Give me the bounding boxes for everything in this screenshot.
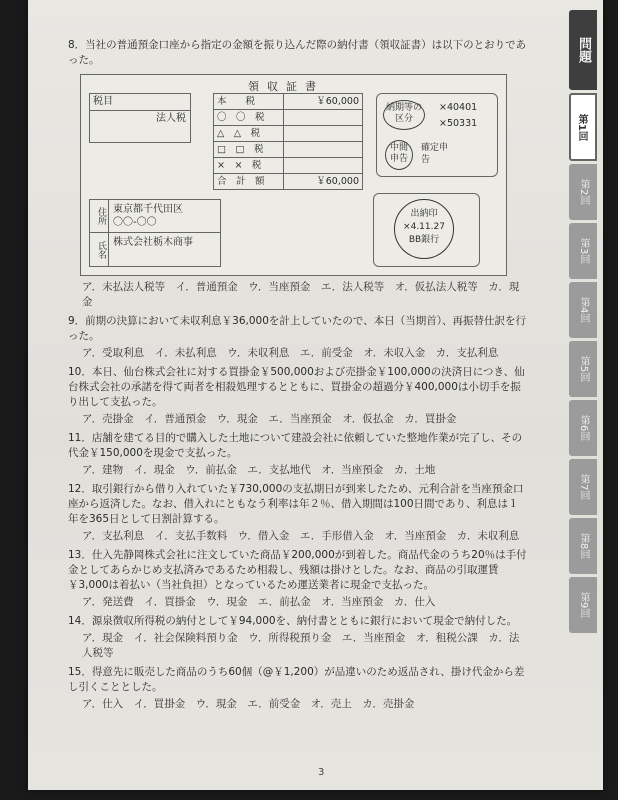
payer-box xyxy=(89,199,221,267)
stamp-bank: BB銀行 xyxy=(408,235,440,245)
stamp-title: 出納印 xyxy=(410,209,438,219)
question-13: 13．仕入先静岡株式会社に注文していた商品￥200,000が到着した。商品代金のうち20％は手付金としてあらかじめ支払済みであるため相殺し、残額は掛けとした。なお、商品の引取運賃￥3,000は着払い（当社負担）となっているため運送業者に現金で支払った。 xyxy=(68,549,527,591)
tax-item-box xyxy=(89,93,191,143)
tax-item-label: 税目 xyxy=(90,94,190,111)
bank-stamp xyxy=(394,199,454,259)
row-value xyxy=(284,110,363,126)
tab-round-4[interactable]: 第4回 xyxy=(569,282,597,338)
address-row xyxy=(90,200,220,233)
tab-round-8[interactable]: 第8回 xyxy=(569,518,597,574)
question-12: 12．取引銀行から借り入れていた￥730,000の支払期日が到来したため、元利合計を当座預金口座から返済した。なお、借入れにともなう利率は年２％、借入期間は100日間であり、利息は１年を365日として日割計算する。 xyxy=(68,483,524,525)
row-label: △ △ 税 xyxy=(214,126,284,142)
amount-table xyxy=(213,93,363,190)
options-10: ア．売掛金 イ．普通預金 ウ．現金 エ．当座預金 オ．仮払金 カ．買掛金 xyxy=(82,413,457,425)
row-value: ￥60,000 xyxy=(284,94,363,110)
tax-receipt xyxy=(80,74,507,276)
exam-page xyxy=(28,0,603,790)
question-11: 11．店舗を建てる目的で購入した土地について建設会社に依頼していた整地作業が完了し、その代金￥150,000を現金で支払った。 xyxy=(68,432,523,459)
name-row xyxy=(90,233,220,266)
row-label: □ □ 税 xyxy=(214,142,284,158)
options-11: ア．建物 イ．現金 ウ．前払金 エ．支払地代 オ．当座預金 カ．土地 xyxy=(82,464,436,476)
question-list xyxy=(68,38,528,716)
row-label: 〇 〇 税 xyxy=(214,110,284,126)
question-14: 14．源泉徴収所得税の納付として￥94,000を、納付書とともに銀行において現金で納付した。 xyxy=(68,615,518,627)
stamp-date: ×4.11.27 xyxy=(403,222,445,232)
row-label: 合 計 額 xyxy=(214,174,284,190)
options-12: ア．支払利息 イ．支払手数料 ウ．借入金 エ．手形借入金 オ．当座預金 カ．未収利息 xyxy=(82,530,520,542)
address-line-2: 〇〇-〇〇 xyxy=(113,217,157,228)
period-code-1: ×40401 xyxy=(439,102,478,113)
tab-round-9[interactable]: 第9回 xyxy=(569,577,597,633)
table-row xyxy=(214,142,363,158)
question-15: 15．得意先に販売した商品のうち60個（@￥1,200）が品違いのため返品され、掛け代金から差し引くこととした。 xyxy=(68,666,525,693)
final-filing-label: 確定申告 xyxy=(421,143,449,165)
question-8: 8．当社の普通預金口座から指定の金額を振り込んだ際の納付書（領収証書）は以下のとおりであった。 xyxy=(68,39,527,66)
options-13: ア．発送費 イ．買掛金 ウ．現金 エ．前払金 オ．当座預金 カ．仕入 xyxy=(82,596,436,608)
address-line-1: 東京都千代田区 xyxy=(113,204,183,215)
row-value xyxy=(284,126,363,142)
tab-round-7[interactable]: 第7回 xyxy=(569,459,597,515)
interim-filing-circle: 中間申告 xyxy=(385,140,413,170)
table-row xyxy=(214,158,363,174)
tab-round-5[interactable]: 第5回 xyxy=(569,341,597,397)
row-label: 本 税 xyxy=(214,94,284,110)
table-row xyxy=(214,126,363,142)
table-row xyxy=(214,110,363,126)
period-label: 納期等の区分 xyxy=(383,100,425,130)
question-9: 9．前期の決算において未収利息￥36,000を計上していたので、本日（当期首）、再振替仕訳を行った。 xyxy=(68,315,526,342)
table-row xyxy=(214,94,363,110)
tab-round-2[interactable]: 第2回 xyxy=(569,164,597,220)
options-9: ア．受取利息 イ．未払利息 ウ．未収利息 エ．前受金 オ．未収入金 カ．支払利息 xyxy=(82,347,499,359)
options-15: ア．仕入 イ．買掛金 ウ．現金 エ．前受金 オ．売上 カ．売掛金 xyxy=(82,698,415,710)
row-value xyxy=(284,158,363,174)
options-14: ア．現金 イ．社会保険料預り金 ウ．所得税預り金 エ．当座預金 オ．租税公課 カ．法人税等 xyxy=(82,632,520,659)
payer-name: 株式会社栃木商事 xyxy=(113,237,193,248)
tax-item-name: 法人税 xyxy=(156,113,186,124)
row-value xyxy=(284,142,363,158)
section-tabs xyxy=(569,10,597,633)
period-code-2: ×50331 xyxy=(439,118,478,129)
address-label: 住所 xyxy=(90,200,109,232)
question-10: 10．本日、仙台株式会社に対する買掛金￥500,000および売掛金￥100,000の決済日につき、仙台株式会社の承諾を得て両者を相殺処理するとともに、買掛金の超過分￥400,000は小切手を振り出して支払った。 xyxy=(68,366,525,408)
row-value: ￥60,000 xyxy=(284,174,363,190)
tab-round-3[interactable]: 第3回 xyxy=(569,223,597,279)
tab-header: 問題 xyxy=(569,10,597,90)
tab-round-6[interactable]: 第6回 xyxy=(569,400,597,456)
receipt-title: 領収証書 xyxy=(248,80,324,93)
row-label: × × 税 xyxy=(214,158,284,174)
options-8: ア．未払法人税等 イ．普通預金 ウ．当座預金 エ．法人税等 オ．仮払法人税等 カ．現金 xyxy=(82,281,520,308)
tab-round-1[interactable]: 第1回 xyxy=(569,93,597,161)
payment-period-box xyxy=(376,93,498,177)
stamp-box xyxy=(373,193,480,267)
table-row xyxy=(214,174,363,190)
page-number: 3 xyxy=(318,767,325,778)
name-label: 氏名 xyxy=(90,233,109,266)
